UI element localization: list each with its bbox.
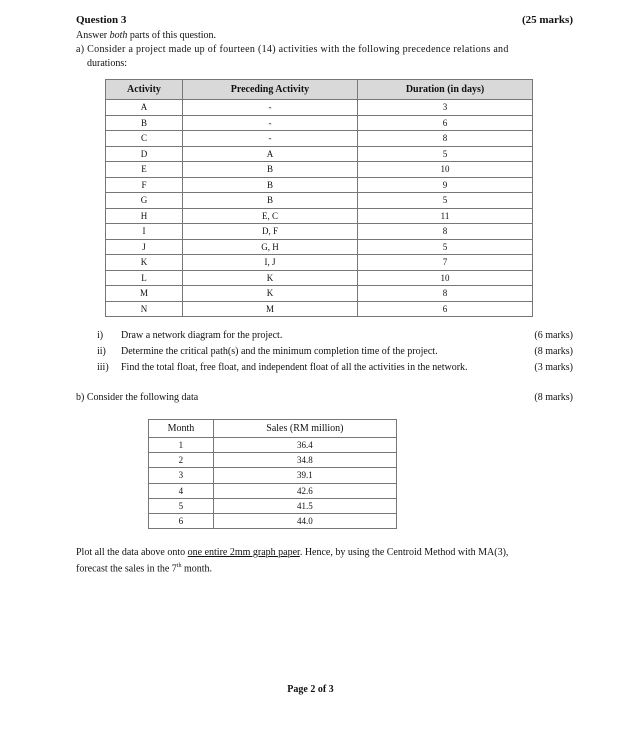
table-cell: 6 (149, 513, 214, 528)
table-row (106, 146, 533, 162)
plot-sup: th (176, 563, 182, 569)
table-cell: G (106, 193, 183, 209)
header-row (149, 420, 397, 438)
subquestion-number: iii) (97, 362, 109, 373)
subquestion-marks: (3 marks) (534, 362, 573, 373)
column-header: Duration (in days) (358, 80, 533, 100)
table-cell: M (106, 286, 183, 302)
table-cell: F (106, 177, 183, 193)
table-cell: L (106, 270, 183, 286)
subquestion-text: Find the total float, free float, and independent float of all the activities in the network. (121, 362, 468, 373)
table-cell: 5 (358, 146, 533, 162)
sales-table (148, 419, 397, 529)
subquestion-number: i) (97, 330, 104, 341)
plot-instruction-2 (76, 563, 212, 574)
table-cell: 5 (358, 193, 533, 209)
part-b-text: b) Consider the following data (76, 392, 199, 403)
plot-line2a: forecast the sales in the 7 (76, 563, 177, 575)
table-row (149, 453, 397, 468)
table-cell: 6 (358, 301, 533, 317)
table-cell: 10 (358, 162, 533, 178)
table-row (106, 115, 533, 131)
table-cell: 44.0 (213, 513, 396, 528)
table-cell: 8 (358, 131, 533, 147)
table-cell: E, C (182, 208, 357, 224)
subquestion-marks: (8 marks) (534, 346, 573, 357)
table-row (106, 301, 533, 317)
table-cell: A (182, 146, 357, 162)
table-row (149, 513, 397, 528)
table-cell: - (182, 100, 357, 116)
table-cell: 5 (149, 498, 214, 513)
table-cell: K (182, 286, 357, 302)
table-cell: G, H (182, 239, 357, 255)
table-cell: B (106, 115, 183, 131)
table-cell: 1 (149, 438, 214, 453)
column-header: Sales (RM million) (213, 420, 396, 438)
subquestion-text: Draw a network diagram for the project. (121, 330, 283, 341)
graph-paper-text: one entire 2mm graph paper (187, 547, 300, 558)
subquestion-marks: (6 marks) (534, 330, 573, 341)
table-cell: D (106, 146, 183, 162)
column-header: Preceding Activity (182, 80, 357, 100)
table-cell: 36.4 (213, 438, 396, 453)
plot-pre: Plot all the data above onto (76, 547, 188, 558)
page-number: Page 2 of 3 (287, 684, 334, 695)
instructions (76, 30, 216, 41)
table-row (106, 208, 533, 224)
table-cell: 8 (358, 286, 533, 302)
table-cell: 11 (358, 208, 533, 224)
column-header: Month (149, 420, 214, 438)
table-cell: M (182, 301, 357, 317)
table-row (106, 224, 533, 240)
table-row (106, 239, 533, 255)
table-cell: D, F (182, 224, 357, 240)
table-cell: 2 (149, 453, 214, 468)
part-a-text-2: durations: (87, 58, 127, 69)
intro-suffix: parts of this question. (127, 30, 216, 41)
table-cell: - (182, 131, 357, 147)
part-b-marks: (8 marks) (534, 392, 573, 403)
column-header: Activity (106, 80, 183, 100)
table-cell: 10 (358, 270, 533, 286)
table-cell: 7 (358, 255, 533, 271)
table-row (106, 193, 533, 209)
table-row (106, 270, 533, 286)
table-cell: 3 (149, 468, 214, 483)
table-cell: 5 (358, 239, 533, 255)
table-cell: H (106, 208, 183, 224)
table-cell: E (106, 162, 183, 178)
table-cell: B (182, 162, 357, 178)
intro-emph: both (109, 30, 128, 41)
table-cell: 4 (149, 483, 214, 498)
table-cell: - (182, 115, 357, 131)
plot-line2b: month. (181, 563, 213, 575)
part-a-text: a) Consider a project made up of fourteen (14) activities with the following precedence relations and (76, 44, 509, 55)
table-row (106, 177, 533, 193)
table-cell: I (106, 224, 183, 240)
table-cell: A (106, 100, 183, 116)
table-cell: 8 (358, 224, 533, 240)
table-cell: K (106, 255, 183, 271)
table-cell: B (182, 193, 357, 209)
table-cell: K (182, 270, 357, 286)
table-row (149, 498, 397, 513)
table-cell: N (106, 301, 183, 317)
table-row (149, 468, 397, 483)
table-cell: 42.6 (213, 483, 396, 498)
table-row (106, 131, 533, 147)
table-row (106, 100, 533, 116)
activity-table (105, 79, 533, 317)
table-cell: 34.8 (213, 453, 396, 468)
table-cell: J (106, 239, 183, 255)
question-title: Question 3 (76, 14, 127, 26)
table-cell: 41.5 (213, 498, 396, 513)
plot-instruction (76, 547, 508, 558)
table-cell: B (182, 177, 357, 193)
subquestion-number: ii) (97, 346, 106, 357)
table-row (149, 438, 397, 453)
table-cell: 6 (358, 115, 533, 131)
table-row (106, 286, 533, 302)
plot-post: . Hence, by using the Centroid Method with MA(3), (299, 547, 509, 558)
table-row (149, 483, 397, 498)
intro-prefix: Answer (76, 30, 110, 41)
subquestion-text: Determine the critical path(s) and the minimum completion time of the project. (121, 346, 438, 357)
table-cell: I, J (182, 255, 357, 271)
question-marks: (25 marks) (521, 14, 573, 26)
table-cell: 3 (358, 100, 533, 116)
table-cell: 39.1 (213, 468, 396, 483)
table-row (106, 255, 533, 271)
table-cell: C (106, 131, 183, 147)
table-cell: 9 (358, 177, 533, 193)
table-row (106, 162, 533, 178)
